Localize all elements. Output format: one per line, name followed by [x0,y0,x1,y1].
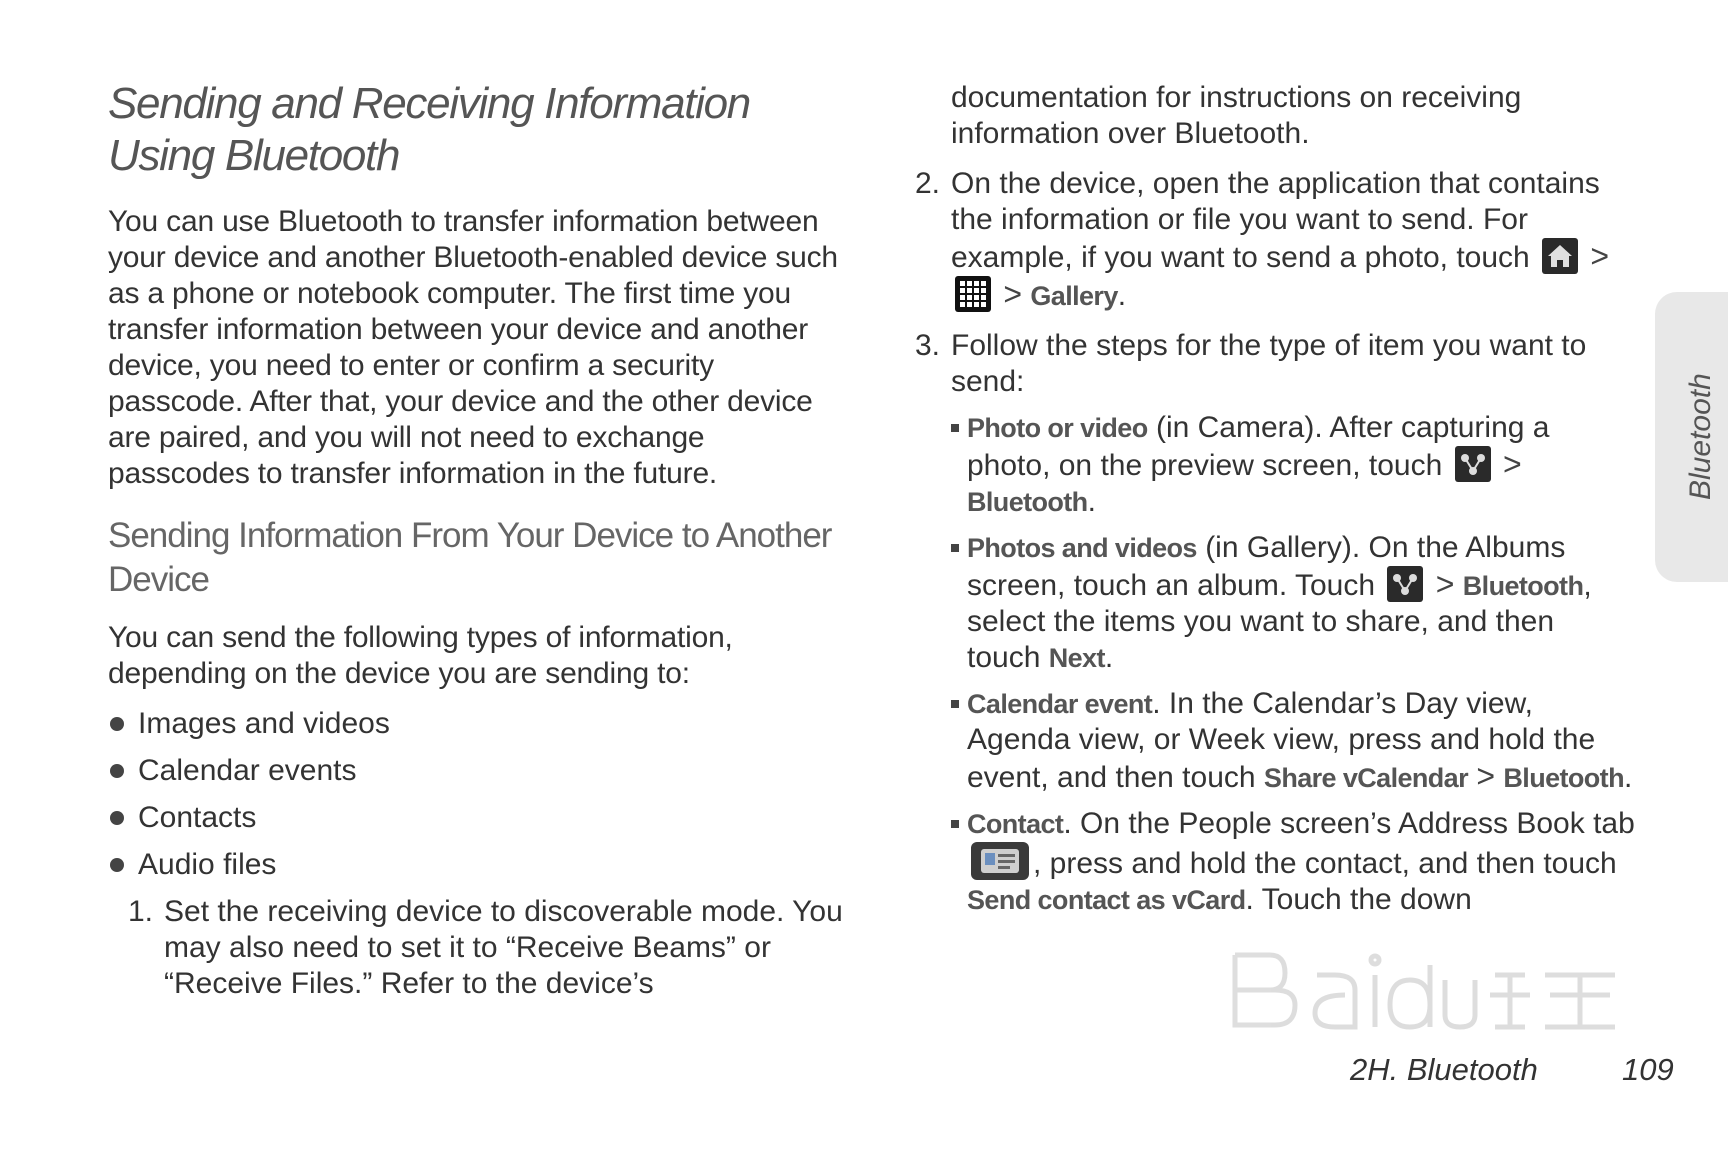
step-2 [915,166,1635,314]
step-1 [128,894,848,1002]
left-column [108,78,848,1016]
right-column [915,80,1635,928]
step-3-substeps [951,410,1635,918]
section-subheading: Sending Information From Your Device to Another Device [108,516,832,599]
bullet-icon [110,764,124,778]
share-icon [1455,446,1491,482]
home-icon [1542,238,1578,274]
step-text: Follow the steps for the type of item you want to send: [951,329,1587,398]
step-text: On the device, open the application that contains the information or file you want to send. For example, if you want to send a photo, touch > > Gallery. [951,167,1610,312]
step-number: 1. [128,895,154,928]
bullet-icon [110,811,124,825]
bullet-icon [110,858,124,872]
types-list [108,706,848,883]
step-1-continued [915,80,1635,152]
step-number: 2. [915,167,941,200]
list-item: Contacts [108,800,848,836]
page-number: 109 [1622,1052,1674,1087]
intro-paragraph: You can use Bluetooth to transfer information between your device and another Bluetooth-enabled device such as a phone or notebook computer. The first time you transfer information between your device and another device, you need to enter or confirm a security passcode. After that, your device and the other device are paired, and you will not need to exchange passcodes to transfer information in the future. [108,205,838,490]
list-item: Audio files [108,847,848,883]
types-intro: You can send the following types of information, depending on the device you are sending to: [108,621,733,690]
share-icon [1387,566,1423,602]
list-item: Calendar events [108,753,848,789]
footer-section-label: 2H. Bluetooth [1350,1052,1538,1087]
step-number: 3. [915,329,941,362]
square-bullet-icon [951,424,959,432]
list-item: Images and videos [108,706,848,742]
step-text: documentation for instructions on receiving information over Bluetooth. [951,81,1522,150]
square-bullet-icon [951,820,959,828]
substep-contact: Contact. On the People screen’s Address Book tab , press and hold the contact, and then touch Send contact as vCard. Touch the down [951,806,1635,918]
substep-calendar-event: Calendar event. In the Calendar’s Day view, Agenda view, or Week view, press and hold the event, and then touch Share vCalendar > Bluetooth. [951,686,1635,796]
step-3 [915,328,1635,400]
square-bullet-icon [951,544,959,552]
apps-grid-icon [955,276,991,312]
substep-photo-video: Photo or video (in Camera). After capturing a photo, on the preview screen, touch > Bluetooth. [951,410,1635,520]
square-bullet-icon [951,700,959,708]
step-text: Set the receiving device to discoverable mode. You may also need to set it to “Receive Beams” or “Receive Files.” Refer to the device’s [164,895,843,1000]
page-title: Sending and Receiving Information Using Bluetooth [108,79,750,180]
gallery-label: Gallery [1030,281,1118,311]
side-tab-label: Bluetooth [1684,373,1717,500]
substep-photos-videos: Photos and videos (in Gallery). On the Albums screen, touch an album. Touch > Bluetooth, select the items you want to share, and then touch Next. [951,530,1635,676]
bullet-icon [110,717,124,731]
address-book-icon [971,842,1029,880]
